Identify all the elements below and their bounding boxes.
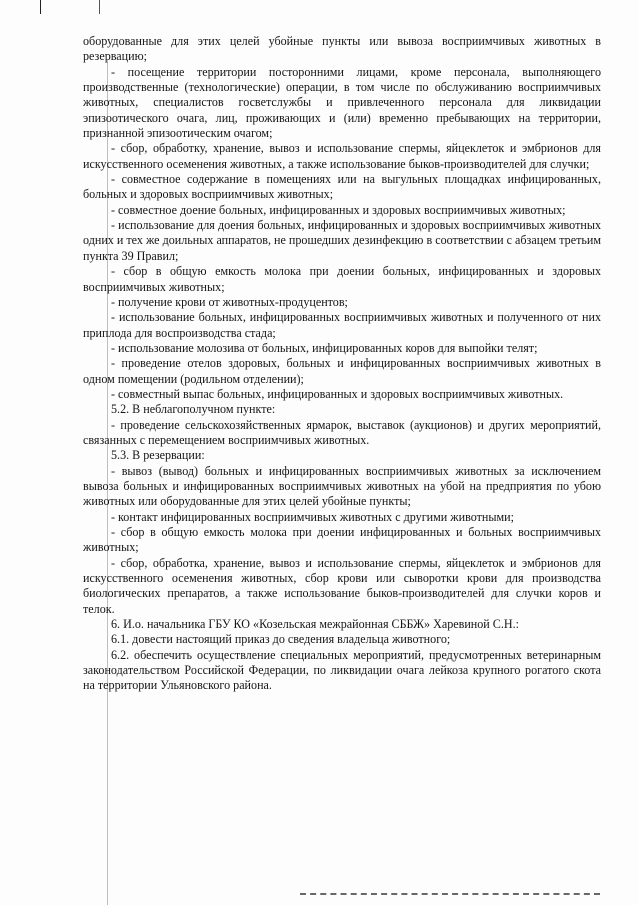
paragraph: - проведение сельскохозяйственных ярмарок, выставок (аукционов) и других мероприятий, связанных с перемещением восприимчивых животных. (83, 417, 601, 447)
paragraph: - посещение территории посторонними лицами, кроме персонала, выполняющего производственные (технологические) операции, в том числе по обслуживанию восприимчивых животных, специалистов госветслужбы и привлеченного персонала для ликвидации эпизоотического очага, лиц, проживающих и (или) временно пребывающих на территории, признанной эпизоотическим очагом; (83, 64, 601, 141)
numbered-subitem: 6.2. обеспечить осуществление специальных мероприятий, предусмотренных ветеринарным законодательством Российской Федерации, по ликвидации очага лейкоза крупного рогатого скота на территории Ульяновского района. (83, 647, 601, 693)
document-body (83, 34, 601, 694)
section-heading: 5.3. В резервации: (111, 448, 205, 463)
paragraph: - контакт инфицированных восприимчивых животных с другими животными; (111, 509, 514, 524)
section-heading: 5.2. В неблагополучном пункте: (111, 402, 276, 417)
paragraph: - вывоз (вывод) больных и инфицированных восприимчивых животных за исключением вывоза больных и инфицированных восприимчивых животных на убой на предприятия по убою животных или оборудованные для этих целей убойные пункты; (83, 463, 601, 509)
paragraph: - сбор, обработка, хранение, вывоз и использование спермы, яйцеклеток и эмбрионов для искусственного осеменения животных, сбор крови или сыворотки крови для производства биологических препаратов, а также использование быков-производителей для случки коров и телок. (83, 555, 601, 616)
paragraph: - получение крови от животных-продуцентов; (111, 294, 348, 309)
paragraph: - использование молозива от больных, инфицированных коров для выпойки телят; (111, 340, 538, 355)
scan-edge-mark (99, 0, 100, 14)
scan-bottom-dashes (300, 893, 600, 897)
paragraph: - использование для доения больных, инфицированных и здоровых восприимчивых животных одних и тех же доильных аппаратов, не прошедших дезинфекцию в соответствии с абзацем третьим пункта 39 Правил; (83, 218, 601, 263)
paragraph: - использование больных, инфицированных восприимчивых животных и полученного от них приплода для воспроизводства стада; (83, 310, 601, 340)
numbered-item: 6. И.о. начальника ГБУ КО «Козельская межрайонная СББЖ» Харевиной С.Н.: (111, 617, 520, 632)
paragraph: оборудованные для этих целей убойные пункты или вывоза восприимчивых животных в резервацию; (83, 34, 601, 64)
paragraph: - проведение отелов здоровых, больных и инфицированных восприимчивых животных в одном помещении (родильном отделении); (83, 356, 601, 386)
paragraph: - совместное содержание в помещениях или на выгульных площадках инфицированных, больных и здоровых восприимчивых животных; (83, 172, 601, 202)
paragraph: - сбор, обработку, хранение, вывоз и использование спермы, яйцеклеток и эмбрионов для искусственного осеменения животных, а также использование быков-производителей для случки; (83, 141, 601, 171)
scan-edge-mark (40, 0, 41, 14)
paragraph: - совместное доение больных, инфицированных и здоровых восприимчивых животных; (111, 202, 566, 217)
paragraph: - сбор в общую емкость молока при доении инфицированных и больных восприимчивых животных; (83, 525, 601, 555)
paragraph: - совместный выпас больных, инфицированных и здоровых восприимчивых животных. (111, 386, 564, 401)
paragraph: - сбор в общую емкость молока при доении больных, инфицированных и здоровых восприимчивых животных; (83, 264, 601, 294)
numbered-subitem: 6.1. довести настоящий приказ до сведения владельца животного; (111, 632, 451, 647)
